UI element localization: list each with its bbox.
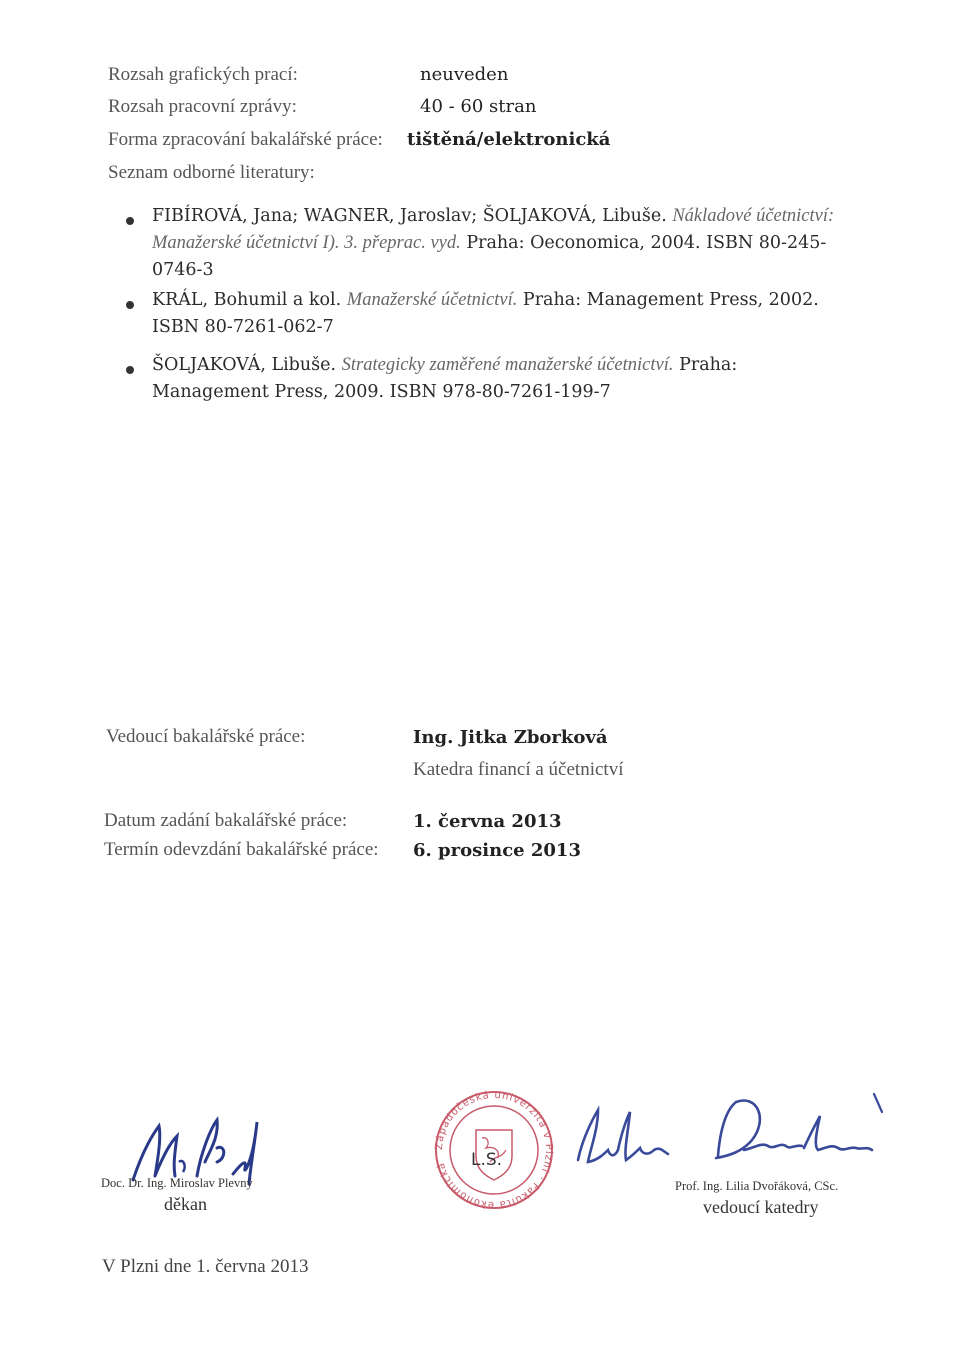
head-role: vedoucí katedry	[703, 1197, 819, 1217]
thesis-form-label: Forma zpracování bakalářské práce:	[108, 129, 383, 150]
reference-authors: ŠOLJAKOVÁ, Libuše.	[152, 355, 337, 375]
reference-details: Praha: Oeconomica, 2004. ISBN 80-245-0746-3	[152, 233, 827, 280]
assignment-date-value: 1. června 2013	[413, 811, 562, 832]
supervisor-label: Vedoucí bakalářské práce:	[106, 726, 306, 747]
place-date: V Plzni dne 1. června 2013	[102, 1256, 309, 1277]
reference-title: Manažerské účetnictví.	[346, 290, 518, 310]
stamp-center-text: L.S.	[471, 1150, 503, 1170]
literature-label: Seznam odborné literatury:	[108, 162, 315, 183]
supervisor-department: Katedra financí a účetnictví	[413, 759, 624, 780]
graphics-scope-label: Rozsah grafických prací:	[108, 64, 298, 85]
dean-role: děkan	[164, 1194, 207, 1214]
report-scope-label: Rozsah pracovní zprávy:	[108, 96, 297, 117]
reference-item	[152, 203, 852, 284]
reference-item	[152, 352, 852, 406]
reference-item	[152, 287, 852, 341]
assignment-date-label: Datum zadání bakalářské práce:	[104, 810, 348, 831]
bullet-icon	[126, 301, 134, 309]
supervisor-name: Ing. Jitka Zborková	[413, 727, 608, 748]
thesis-form-value: tištěná/elektronická	[407, 129, 611, 150]
graphics-scope-value: neuveden	[420, 64, 509, 85]
bullet-icon	[126, 217, 134, 225]
reference-title: Nákladové účetnictví: Manažerské účetnictví I). 3. přeprac. vyd.	[152, 206, 835, 253]
bullet-icon	[126, 366, 134, 374]
reference-authors: KRÁL, Bohumil a kol.	[152, 290, 342, 310]
reference-authors: FIBÍROVÁ, Jana; WAGNER, Jaroslav; ŠOLJAKOVÁ, Libuše.	[152, 206, 667, 226]
reference-details: Praha: Management Press, 2002. ISBN 80-7261-062-7	[152, 290, 819, 337]
submission-date-value: 6. prosince 2013	[413, 840, 581, 861]
submission-date-label: Termín odevzdání bakalářské práce:	[104, 839, 379, 860]
dean-signature	[125, 1092, 275, 1188]
reference-title: Strategicky zaměřené manažerské účetnictví.	[341, 355, 674, 375]
university-stamp	[424, 1090, 564, 1210]
dean-name: Doc. Dr. Ing. Miroslav Plevný	[101, 1176, 253, 1190]
head-signature	[568, 1090, 888, 1172]
head-name: Prof. Ing. Lilia Dvořáková, CSc.	[675, 1179, 839, 1193]
report-scope-value: 40 - 60 stran	[420, 96, 537, 117]
reference-details: Praha: Management Press, 2009. ISBN 978-80-7261-199-7	[152, 355, 738, 402]
stamp-ring-text: Západočeská univerzita v Plzni · Fakulta ekonomická	[433, 1090, 555, 1210]
